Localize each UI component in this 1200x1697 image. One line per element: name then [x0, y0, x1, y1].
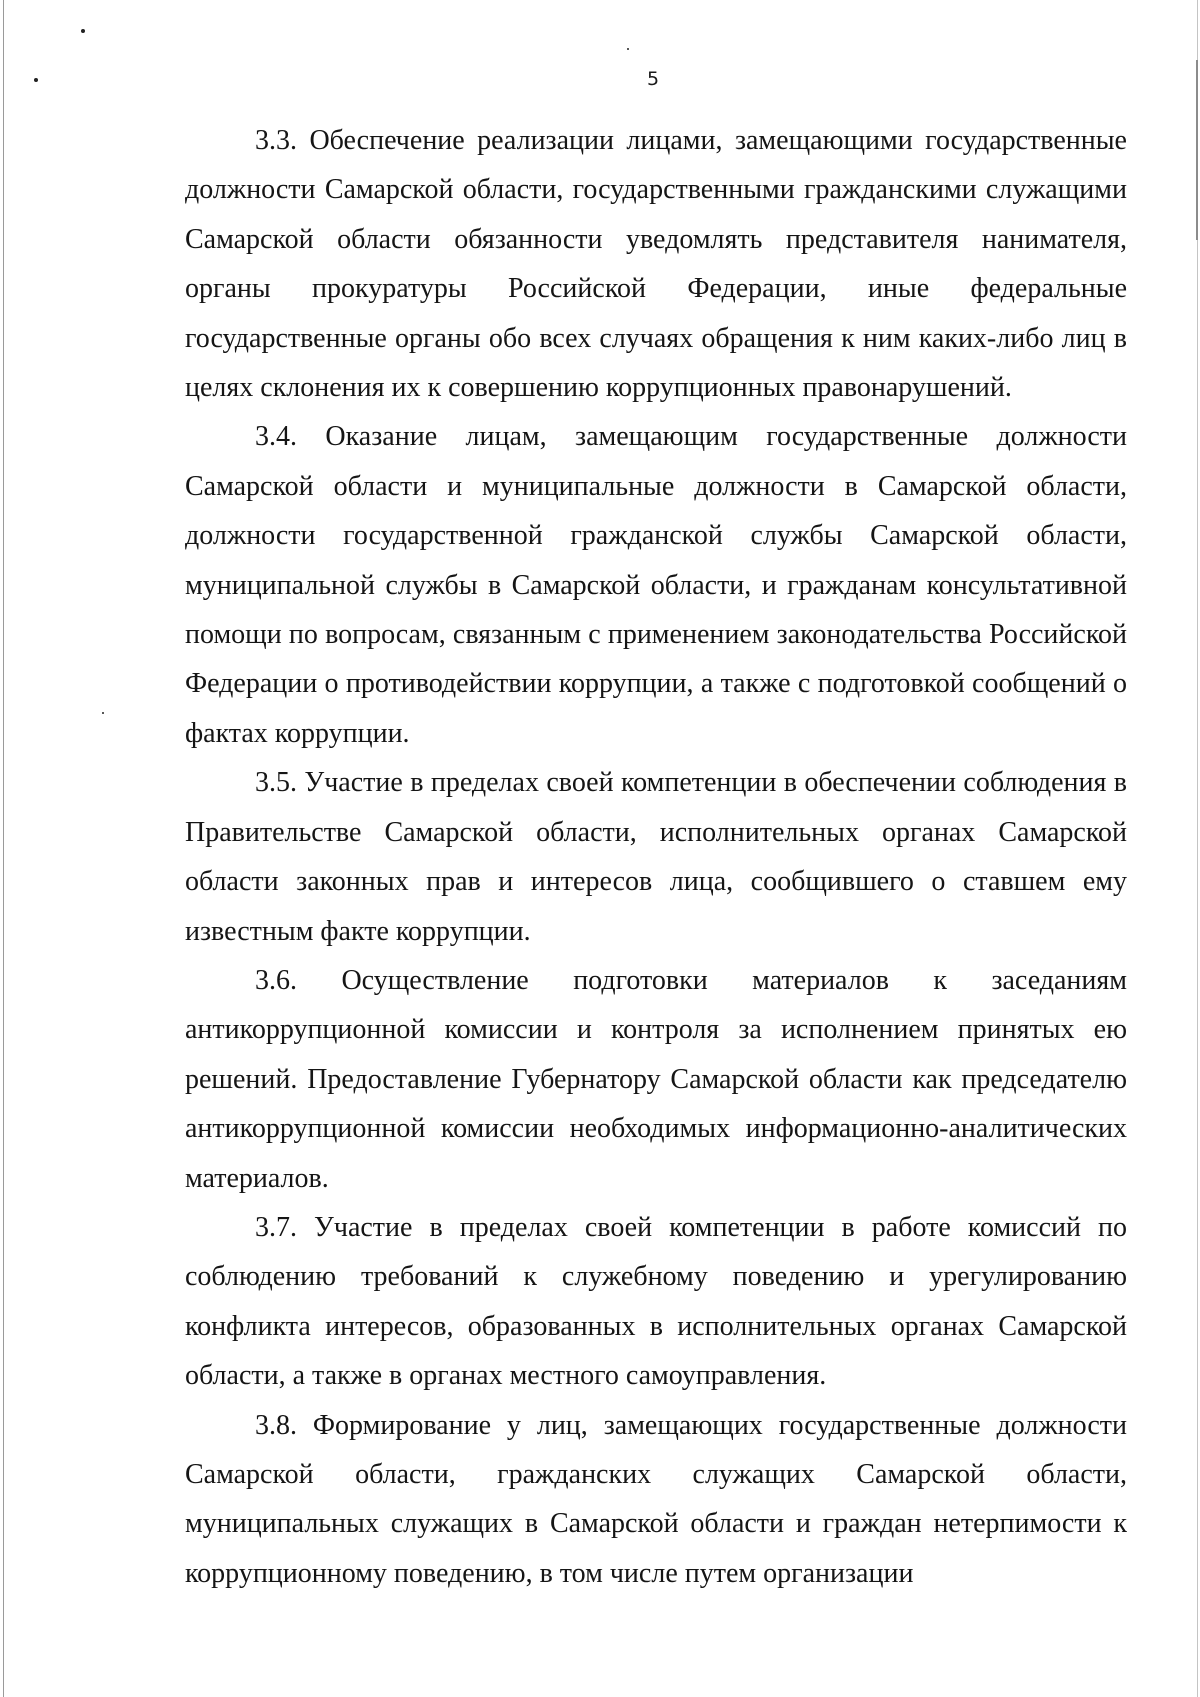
paragraph-3-6: 3.6. Осуществление подготовки материалов к заседаниям антикоррупционной комиссии и контроля за исполнением принятых ею решений. Предоставление Губернатору Самарской области как председателю антикоррупционной комиссии необходимых информационно-аналитических материалов.: [185, 964, 1127, 1194]
document-body: [185, 116, 1127, 1598]
paragraph-3-7: 3.7. Участие в пределах своей компетенции в работе комиссий по соблюдению требований к служебному поведению и урегулированию конфликта интересов, образованных в исполнительных органах Самарской области, а также в органах местного самоуправления.: [185, 1211, 1127, 1392]
paragraph-3-5: 3.5. Участие в пределах своей компетенции в обеспечении соблюдения в Правительстве Самарской области, исполнительных органах Самарской области законных прав и интересов лица, сообщившего о ставшем ему известным факте коррупции.: [185, 767, 1127, 947]
scan-left-edge: [3, 0, 4, 1697]
paragraph-3-3: 3.3. Обеспечение реализации лицами, замещающими государственные должности Самарской области, государственными гражданскими служащими Самарской области обязанности уведомлять представителя нанимателя, органы прокуратуры Российской Федерации, иные федеральные государственные органы обо всех случаях обращения к ним каких-либо лиц в целях склонения их к совершению коррупционных правонарушений.: [185, 125, 1127, 404]
paragraph-3-4: 3.4. Оказание лицам, замещающим государственные должности Самарской области и муниципальные должности в Самарской области, должности государственной гражданской службы Самарской области, муниципальной службы в Самарской области, и гражданам консультативной помощи по вопросам, связанным с применением законодательства Российской Федерации о противодействии коррупции, а также с подготовкой сообщений о фактах коррупции.: [185, 421, 1127, 749]
scan-speck: [102, 712, 104, 714]
page-number: 5: [646, 68, 660, 90]
paragraph-3-8: 3.8. Формирование у лиц, замещающих государственные должности Самарской области, гражданских служащих Самарской области, муниципальных служащих в Самарской области и граждан нетерпимости к коррупционному поведению, в том числе путем организации: [185, 1409, 1127, 1589]
scan-speck: [81, 29, 85, 33]
scan-right-edge: [1197, 0, 1198, 1697]
scan-speck: [627, 48, 629, 50]
